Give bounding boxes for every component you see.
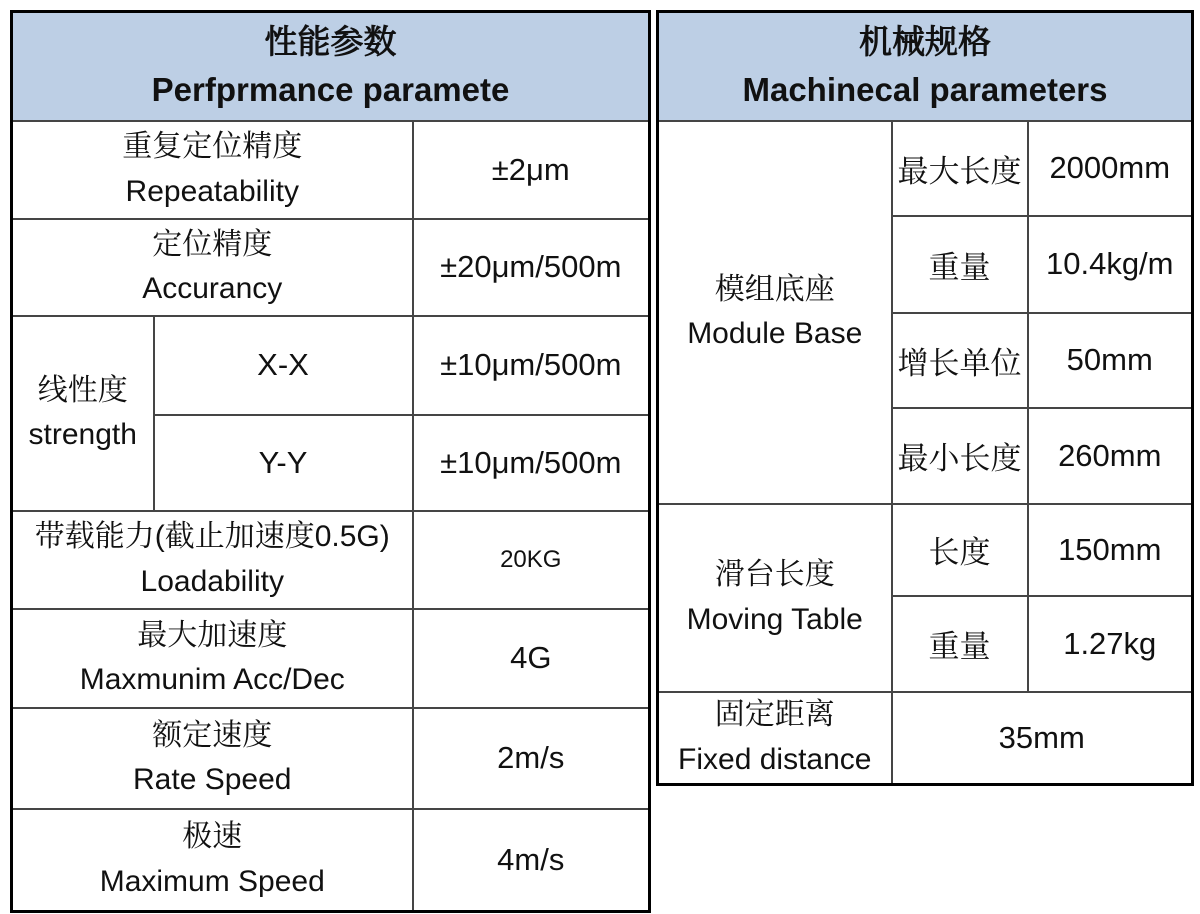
- max-speed-label-cell: [12, 809, 413, 912]
- rate-speed-label-en: Rate Speed: [133, 763, 292, 796]
- performance-table-header: [12, 12, 650, 121]
- mechanical-table-header: [658, 12, 1193, 121]
- accuracy-label-cell: [12, 219, 413, 316]
- linearity-xx-value: ±10μm/500m: [413, 316, 650, 415]
- fixed-distance-label-zh: 固定距离: [714, 698, 835, 732]
- linearity-label-zh: 线性度: [37, 373, 128, 407]
- rate-speed-label-zh: 额定速度: [152, 718, 273, 752]
- table-row-repeatability: [12, 121, 650, 219]
- table-row-max-acc: [12, 609, 650, 708]
- base-min-length-value: 260mm: [1028, 408, 1193, 504]
- linearity-axis-yy: Y-Y: [154, 415, 413, 511]
- mechanical-title-zh: 机械规格: [859, 23, 991, 61]
- performance-header-row: [12, 12, 650, 121]
- table-row-linearity-x: [12, 316, 650, 415]
- table-length-value: 150mm: [1028, 504, 1193, 596]
- max-speed-value: 4m/s: [413, 809, 650, 912]
- max-acc-label-cell: [12, 609, 413, 708]
- table-row-base-max-length: [658, 121, 1193, 216]
- performance-title-zh: 性能参数: [264, 23, 397, 61]
- table-row-loadability: [12, 511, 650, 609]
- linearity-axis-xx: X-X: [154, 316, 413, 415]
- max-acc-value: 4G: [413, 609, 650, 708]
- base-max-length-value: 2000mm: [1028, 121, 1193, 216]
- max-acc-label-en: Maxmunim Acc/Dec: [79, 663, 345, 696]
- table-row-fixed-distance: [658, 692, 1193, 785]
- linearity-yy-value: ±10μm/500m: [413, 415, 650, 511]
- mechanical-header-row: [658, 12, 1193, 121]
- loadability-label-cell: [12, 511, 413, 609]
- performance-table: [10, 10, 651, 913]
- max-acc-label-zh: 最大加速度: [137, 618, 288, 652]
- repeatability-label-en: Repeatability: [125, 174, 299, 208]
- max-speed-label-en: Maximum Speed: [99, 864, 325, 898]
- loadability-label-zh: 带载能力(截止加速度0.5G): [34, 520, 390, 554]
- max-speed-label-zh: 极速: [182, 820, 243, 854]
- base-weight-value: 10.4kg/m: [1028, 216, 1193, 313]
- base-increment-param: 增长单位: [892, 313, 1028, 408]
- module-base-label-en: Module Base: [687, 317, 863, 350]
- moving-table-label-en: Moving Table: [686, 602, 863, 636]
- loadability-label-en: Loadability: [140, 564, 284, 598]
- repeatability-label-zh: 重复定位精度: [122, 130, 303, 164]
- moving-table-label-cell: [658, 504, 892, 692]
- base-weight-param: 重量: [892, 216, 1028, 313]
- loadability-value: 20KG: [413, 511, 650, 609]
- moving-table-label-zh: 滑台长度: [714, 558, 835, 592]
- table-length-param: 长度: [892, 504, 1028, 596]
- module-base-label-cell: [658, 121, 892, 504]
- base-increment-value: 50mm: [1028, 313, 1193, 408]
- table-row-rate-speed: [12, 708, 650, 809]
- accuracy-label-en: Accurancy: [142, 272, 283, 305]
- fixed-distance-label-cell: [658, 692, 892, 785]
- repeatability-value: ±2μm: [413, 121, 650, 219]
- mechanical-table: [656, 10, 1194, 786]
- table-row-max-speed: [12, 809, 650, 912]
- mechanical-title-en: Machinecal parameters: [742, 71, 1108, 109]
- module-base-label-zh: 模组底座: [714, 272, 835, 306]
- rate-speed-label-cell: [12, 708, 413, 809]
- rate-speed-value: 2m/s: [413, 708, 650, 809]
- table-row-accuracy: [12, 219, 650, 316]
- performance-title-en: Perfprmance paramete: [151, 71, 510, 109]
- accuracy-value: ±20μm/500m: [413, 219, 650, 316]
- base-max-length-param: 最大长度: [892, 121, 1028, 216]
- linearity-label-en: strength: [28, 418, 137, 451]
- table-weight-value: 1.27kg: [1028, 596, 1193, 692]
- linearity-label-cell: [12, 316, 154, 511]
- fixed-distance-value: 35mm: [892, 692, 1193, 785]
- table-weight-param: 重量: [892, 596, 1028, 692]
- accuracy-label-zh: 定位精度: [152, 227, 273, 261]
- base-min-length-param: 最小长度: [892, 408, 1028, 504]
- repeatability-label-cell: [12, 121, 413, 219]
- fixed-distance-label-en: Fixed distance: [678, 742, 872, 776]
- table-row-table-length: [658, 504, 1193, 596]
